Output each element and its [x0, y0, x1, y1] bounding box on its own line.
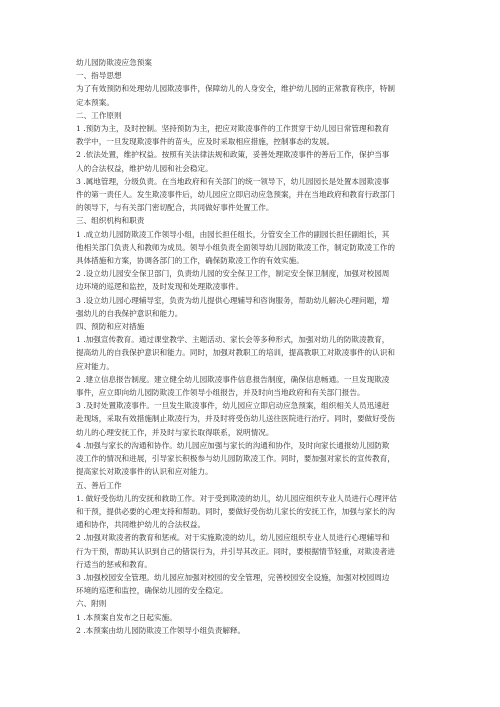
- text-line: 边环境的巡逻和监控，及时发现和处理欺凌事件。: [76, 282, 244, 292]
- text-line: 2 .设立幼儿园安全保卫部门，负责幼儿园的安全保卫工作，制定安全保卫制度，加强对校园周: [76, 269, 390, 279]
- text-line: 4 .加强与家长的沟通和协作。幼儿园应加强与家长的沟通和协作，及时向家长通报幼儿园防欺: [76, 440, 390, 450]
- text-line: 强幼儿的自我保护意识和能力。: [76, 308, 183, 318]
- text-line: 3 .及时处置欺凌事件。一旦发生欺凌事件，幼儿园应立即启动应急预案，组织相关人员迅速赶: [76, 401, 390, 411]
- text-line: 3 .加强校园安全管理。幼儿园应加强对校园的安全管理，完善校园安全设施，加强对校园周边: [76, 572, 390, 582]
- text-line: 2 .本预案由幼儿园防欺凌工作领导小组负责解释。: [76, 625, 246, 635]
- text-line: 定本预案。: [76, 97, 114, 107]
- text-line: 1 .成立幼儿园防欺凌工作领导小组，由园长担任组长，分管安全工作的副园长担任副组长，其: [76, 229, 390, 239]
- text-line: 事件，应立即向幼儿园防欺凌工作领导小组报告，并及时向当地政府和有关部门报告。: [76, 388, 365, 398]
- text-line: 他相关部门负责人和教师为成员。领导小组负责全面领导幼儿园防欺凌工作，制定防欺凌工作的: [76, 242, 395, 252]
- text-line: 一、指导思想: [76, 71, 122, 81]
- text-line: 教学中，一旦发现欺凌事件的苗头，应及时采取相应措施，控制事态的发展。: [76, 137, 335, 147]
- text-line: 赴现场，采取有效措施制止欺凌行为，并及时将受伤幼儿送往医院进行治疗。同时，要做好受伤: [76, 414, 395, 424]
- text-line: 二、工作原则: [76, 110, 122, 120]
- text-line: 和干预，提供必要的心理支持和帮助。同时，要做好受伤幼儿家长的安抚工作，加强与家长的沟: [76, 506, 395, 516]
- text-line: 提高家长对欺凌事件的认识和应对能力。: [76, 467, 213, 477]
- text-line: 件的第一责任人。发生欺凌事件后，幼儿园应立即启动应急预案，并在当地政府和教育行政部门: [76, 190, 395, 200]
- text-line: 应对能力。: [76, 361, 114, 371]
- text-line: 六、附则: [76, 599, 107, 609]
- text-line: 凌工作的情况和进展，引导家长积极参与幼儿园防欺凌工作。同时，要加强对家长的宣传教育，: [76, 454, 395, 464]
- text-line: 行为干预，帮助其认识到自己的错误行为，并引导其改正。同时，要根据情节轻重，对欺凌者进: [76, 546, 395, 556]
- text-line: 3 .设立幼儿园心理辅导室，负责为幼儿提供心理辅导和咨询服务，帮助幼儿解决心理问题，增: [76, 295, 390, 305]
- text-line: 行适当的惩戒和教育。: [76, 559, 152, 569]
- text-line: 三、组织机构和职责: [76, 216, 145, 226]
- document-title: 幼儿园防欺凌应急预案: [76, 58, 152, 67]
- text-line: 通和协作，共同维护幼儿的合法权益。: [76, 520, 206, 530]
- text-line: 具体措施和方案，协调各部门的工作，确保防欺凌工作的有效实施。: [76, 256, 304, 266]
- text-line: 环境的巡逻和监控，确保幼儿园的安全稳定。: [76, 586, 228, 596]
- text-line: 五、善后工作: [76, 480, 122, 490]
- text-line: 2 .依法处置，维护权益。按照有关法律法规和政策，妥善处理欺凌事件的善后工作，保护当事: [76, 150, 390, 160]
- text-line: 四、预防和应对措施: [76, 322, 145, 332]
- text-line: 1. 做好受伤幼儿的安抚和救助工作。对于受到欺凌的幼儿，幼儿园应组织专业人员进行心理评估: [76, 493, 397, 503]
- text-line: 人的合法权益，维护幼儿园和社会稳定。: [76, 163, 213, 173]
- text-line: 1 .加强宣传教育。通过课堂教学、主题活动、家长会等多种形式，加强对幼儿的防欺凌教育，: [76, 335, 390, 345]
- text-line: 2 .加强对欺凌者的教育和惩戒。对于实施欺凌的幼儿，幼儿园应组织专业人员进行心理辅导和: [76, 533, 390, 543]
- text-line: 3 .属地管理，分级负责。在当地政府和有关部门的统一领导下，幼儿园园长是处置本园欺凌事: [76, 176, 390, 186]
- document-body: [76, 56, 432, 637]
- text-line: 提高幼儿的自我保护意识和能力。同时，加强对教职工的培训，提高教职工对欺凌事件的认识和: [76, 348, 395, 358]
- text-line: 幼儿的心理安抚工作，并及时与家长取得联系，说明情况。: [76, 427, 274, 437]
- text-line: 2 .建立信息报告制度。建立健全幼儿园欺凌事件信息报告制度，确保信息畅通。一旦发现欺凌: [76, 374, 390, 384]
- text-line: 的领导下，与有关部门密切配合，共同做好事件处置工作。: [76, 203, 274, 213]
- text-line: 1 .预防为主，及时控制。坚持预防为主，把应对欺凌事件的工作贯穿于幼儿园日常管理和教育: [76, 124, 390, 134]
- text-line: 为了有效预防和处理幼儿园欺凌事件，保障幼儿的人身安全，维护幼儿园的正常教育秩序，特制: [76, 84, 395, 94]
- text-line: 1 .本预案自发布之日起实施。: [76, 612, 177, 622]
